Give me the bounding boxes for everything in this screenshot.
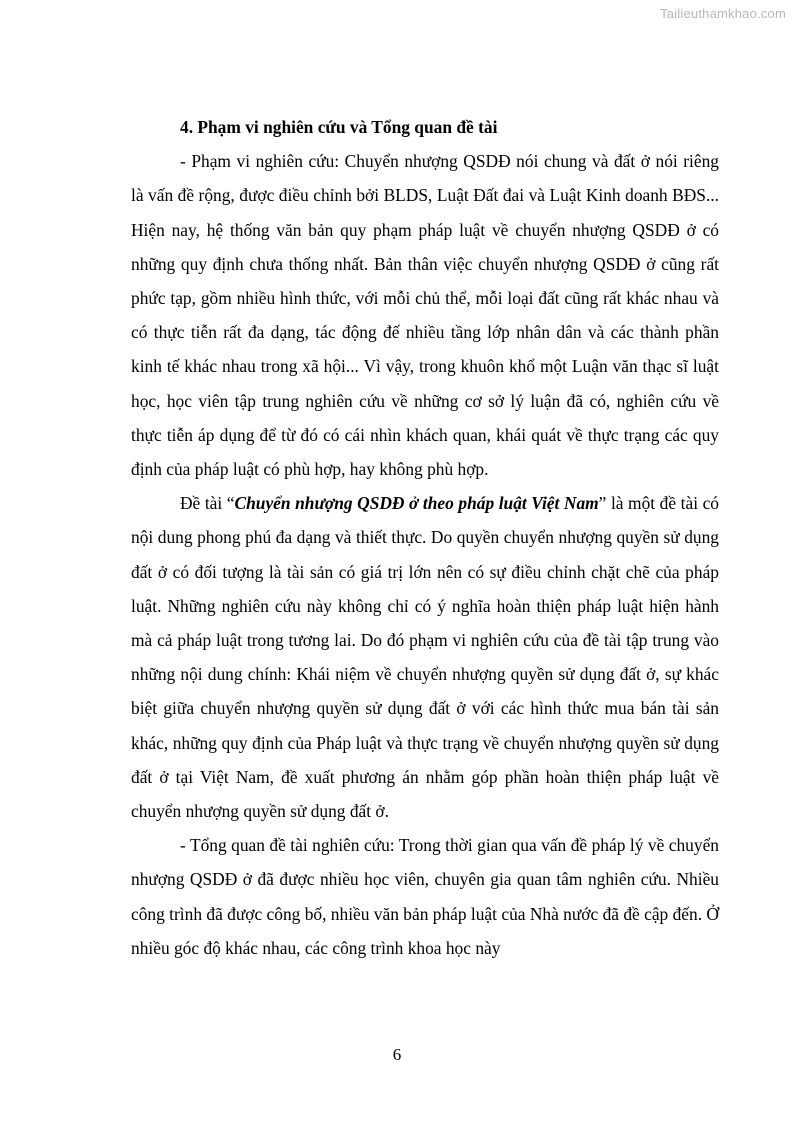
thesis-title-emphasis: Chuyển nhượng QSDĐ ở theo pháp luật Việt Nam	[234, 493, 599, 514]
paragraph-topic-lead: Đề tài “	[180, 493, 235, 514]
page-number: 6	[392, 1045, 402, 1064]
paragraph-topic-description	[131, 486, 719, 828]
watermark-text: Tailieuthamkhao.com	[660, 6, 786, 21]
section-heading: 4. Phạm vi nghiên cứu và Tổng quan đề tài	[180, 117, 498, 137]
paragraph-topic-rest: ” là một đề tài có nội dung phong phú đa dạng và thiết thực. Do quyền chuyển nhượng quyền sử dụng đất ở có đối tượng là tài sản có giá trị lớn nên có sự điều chỉnh chặt chẽ của pháp luật. Những nghiên cứu này không chỉ có ý nghĩa hoàn thiện pháp luật hiện hành mà cả pháp luật trong tương lai. Do đó phạm vi nghiên cứu của đề tài tập trung vào những nội dung chính: Khái niệm về chuyển nhượng quyền sử dụng đất ở, sự khác biệt giữa chuyển nhượng quyền sử dụng đất ở với các hình thức mua bán tài sản khác, những quy định của Pháp luật và thực trạng về chuyển nhượng quyền sử dụng đất ở tại Việt Nam, đề xuất phương án nhằm góp phần hoàn thiện pháp luật về chuyển nhượng quyền sử dụng đất ở.	[131, 493, 719, 822]
paragraph-literature-overview: - Tổng quan đề tài nghiên cứu: Trong thời gian qua vấn đề pháp lý về chuyển nhượng QSDĐ ở đã được nhiều học viên, chuyên gia quan tâm nghiên cứu. Nhiều công trình đã được công bố, nhiều văn bản pháp luật của Nhà nước đã đề cập đến. Ở nhiều góc độ khác nhau, các công trình khoa học này	[131, 835, 719, 958]
document-body	[131, 110, 719, 965]
paragraph-research-scope: - Phạm vi nghiên cứu: Chuyển nhượng QSDĐ nói chung và đất ở nói riêng là vấn đề rộng, được điều chỉnh bởi BLDS, Luật Đất đai và Luật Kinh doanh BĐS... Hiện nay, hệ thống văn bản quy phạm pháp luật về chuyển nhượng QSDĐ ở có những quy định chưa thống nhất. Bản thân việc chuyển nhượng QSDĐ ở cũng rất phức tạp, gồm nhiều hình thức, với mỗi chủ thể, mỗi loại đất cũng rất khác nhau và có thực tiễn rất đa dạng, tác động đế nhiều tầng lớp nhân dân và các thành phần kinh tế khác nhau trong xã hội... Vì vậy, trong khuôn khổ một Luận văn thạc sĩ luật học, học viên tập trung nghiên cứu về những cơ sở lý luận đã có, nghiên cứu về thực tiễn áp dụng để từ đó có cái nhìn khách quan, khái quát về thực trạng các quy định của pháp luật có phù hợp, hay không phù hợp.	[131, 151, 719, 480]
